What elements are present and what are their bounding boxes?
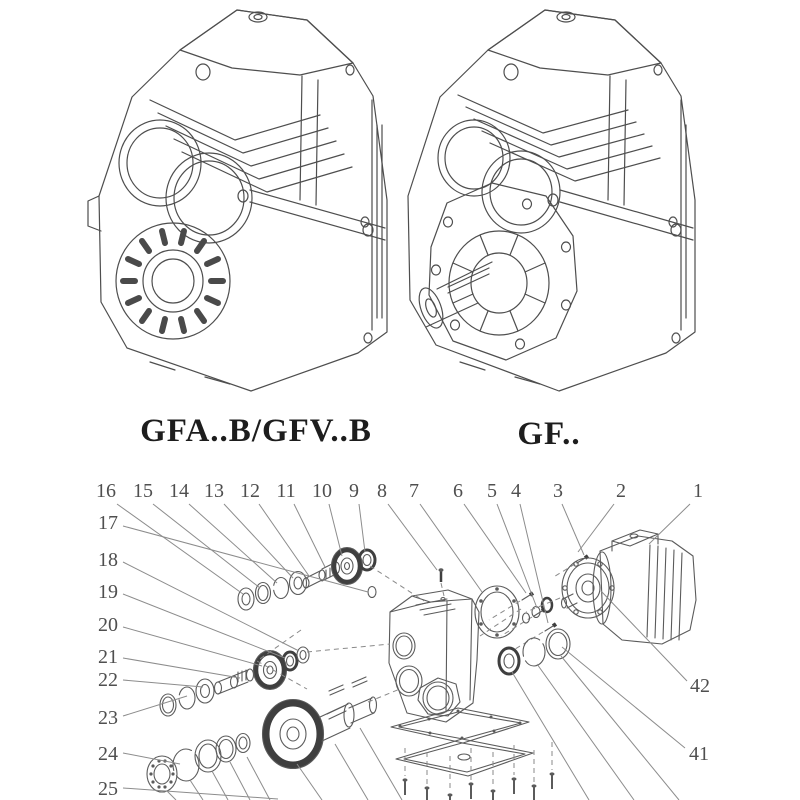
exploded-view [96,480,710,800]
pan-bolts [403,742,555,800]
model-label-gf: GF.. [517,416,581,452]
leader-line-22 [123,680,203,687]
leader-line-24 [123,753,180,764]
leader-line-21 [123,658,240,678]
part-number-14: 14 [169,480,189,502]
output-flange-plate [429,183,577,360]
part-number-12: 12 [240,480,260,502]
part-number-25: 25 [98,778,118,800]
housing [389,590,479,722]
leader-line-25 [123,788,278,799]
spoked-flange [449,231,549,335]
part-callouts [96,480,710,800]
part-number-16: 16 [96,480,116,502]
leader-line-20 [123,627,262,666]
leader-line-14 [189,504,277,583]
part-number-2: 2 [616,480,626,502]
leader-line-42 [601,591,687,681]
part-number-4: 4 [511,480,521,502]
gearbox-drawing-left [88,10,387,391]
output-shaft-parts [147,677,377,792]
model-label-gfab-gfvb: GFA..B/GFV..B [140,413,372,449]
leader-line-9 [359,504,365,552]
gearbox-drawing-right [408,10,695,391]
leader-line-2 [578,504,614,552]
hollow-shaft-ring [116,223,230,339]
cropped-leader-lines [167,656,679,800]
part-number-8: 8 [377,480,387,502]
input-shaft-parts [238,548,444,611]
leader-line-12 [259,504,309,576]
part-number-18: 18 [98,549,118,571]
adapter-flange-ring [475,586,519,638]
leader-line-11 [294,504,325,567]
part-number-5: 5 [487,480,497,502]
leader-line-16 [117,504,243,594]
part-number-21: 21 [98,646,118,668]
leader-line-10 [329,504,342,556]
leader-line-15 [153,504,260,588]
part-number-7: 7 [409,480,419,502]
part-number-15: 15 [133,480,153,502]
part-number-13: 13 [204,480,224,502]
leader-line-3 [562,504,584,555]
leader-line-1 [649,504,690,544]
part-number-42: 42 [690,675,710,697]
part-number-10: 10 [312,480,332,502]
part-number-17: 17 [98,512,118,534]
part-number-24: 24 [98,743,118,765]
part-number-11: 11 [276,480,296,502]
part-number-3: 3 [553,480,563,502]
leader-line-18 [123,562,299,651]
part-number-23: 23 [98,707,118,729]
leader-line-23 [123,696,187,716]
part-number-1: 1 [693,480,703,502]
part-number-20: 20 [98,614,118,636]
part-number-9: 9 [349,480,359,502]
leader-line-5 [497,504,537,608]
leader-line-17 [123,526,368,592]
part-number-6: 6 [453,480,463,502]
output-bore-rings [499,629,570,674]
leader-line-8 [388,504,437,570]
leader-line-4 [520,504,548,623]
part-number-41: 41 [689,743,709,765]
part-number-19: 19 [98,581,118,603]
part-number-22: 22 [98,669,118,691]
gasket-and-pan [391,708,533,776]
